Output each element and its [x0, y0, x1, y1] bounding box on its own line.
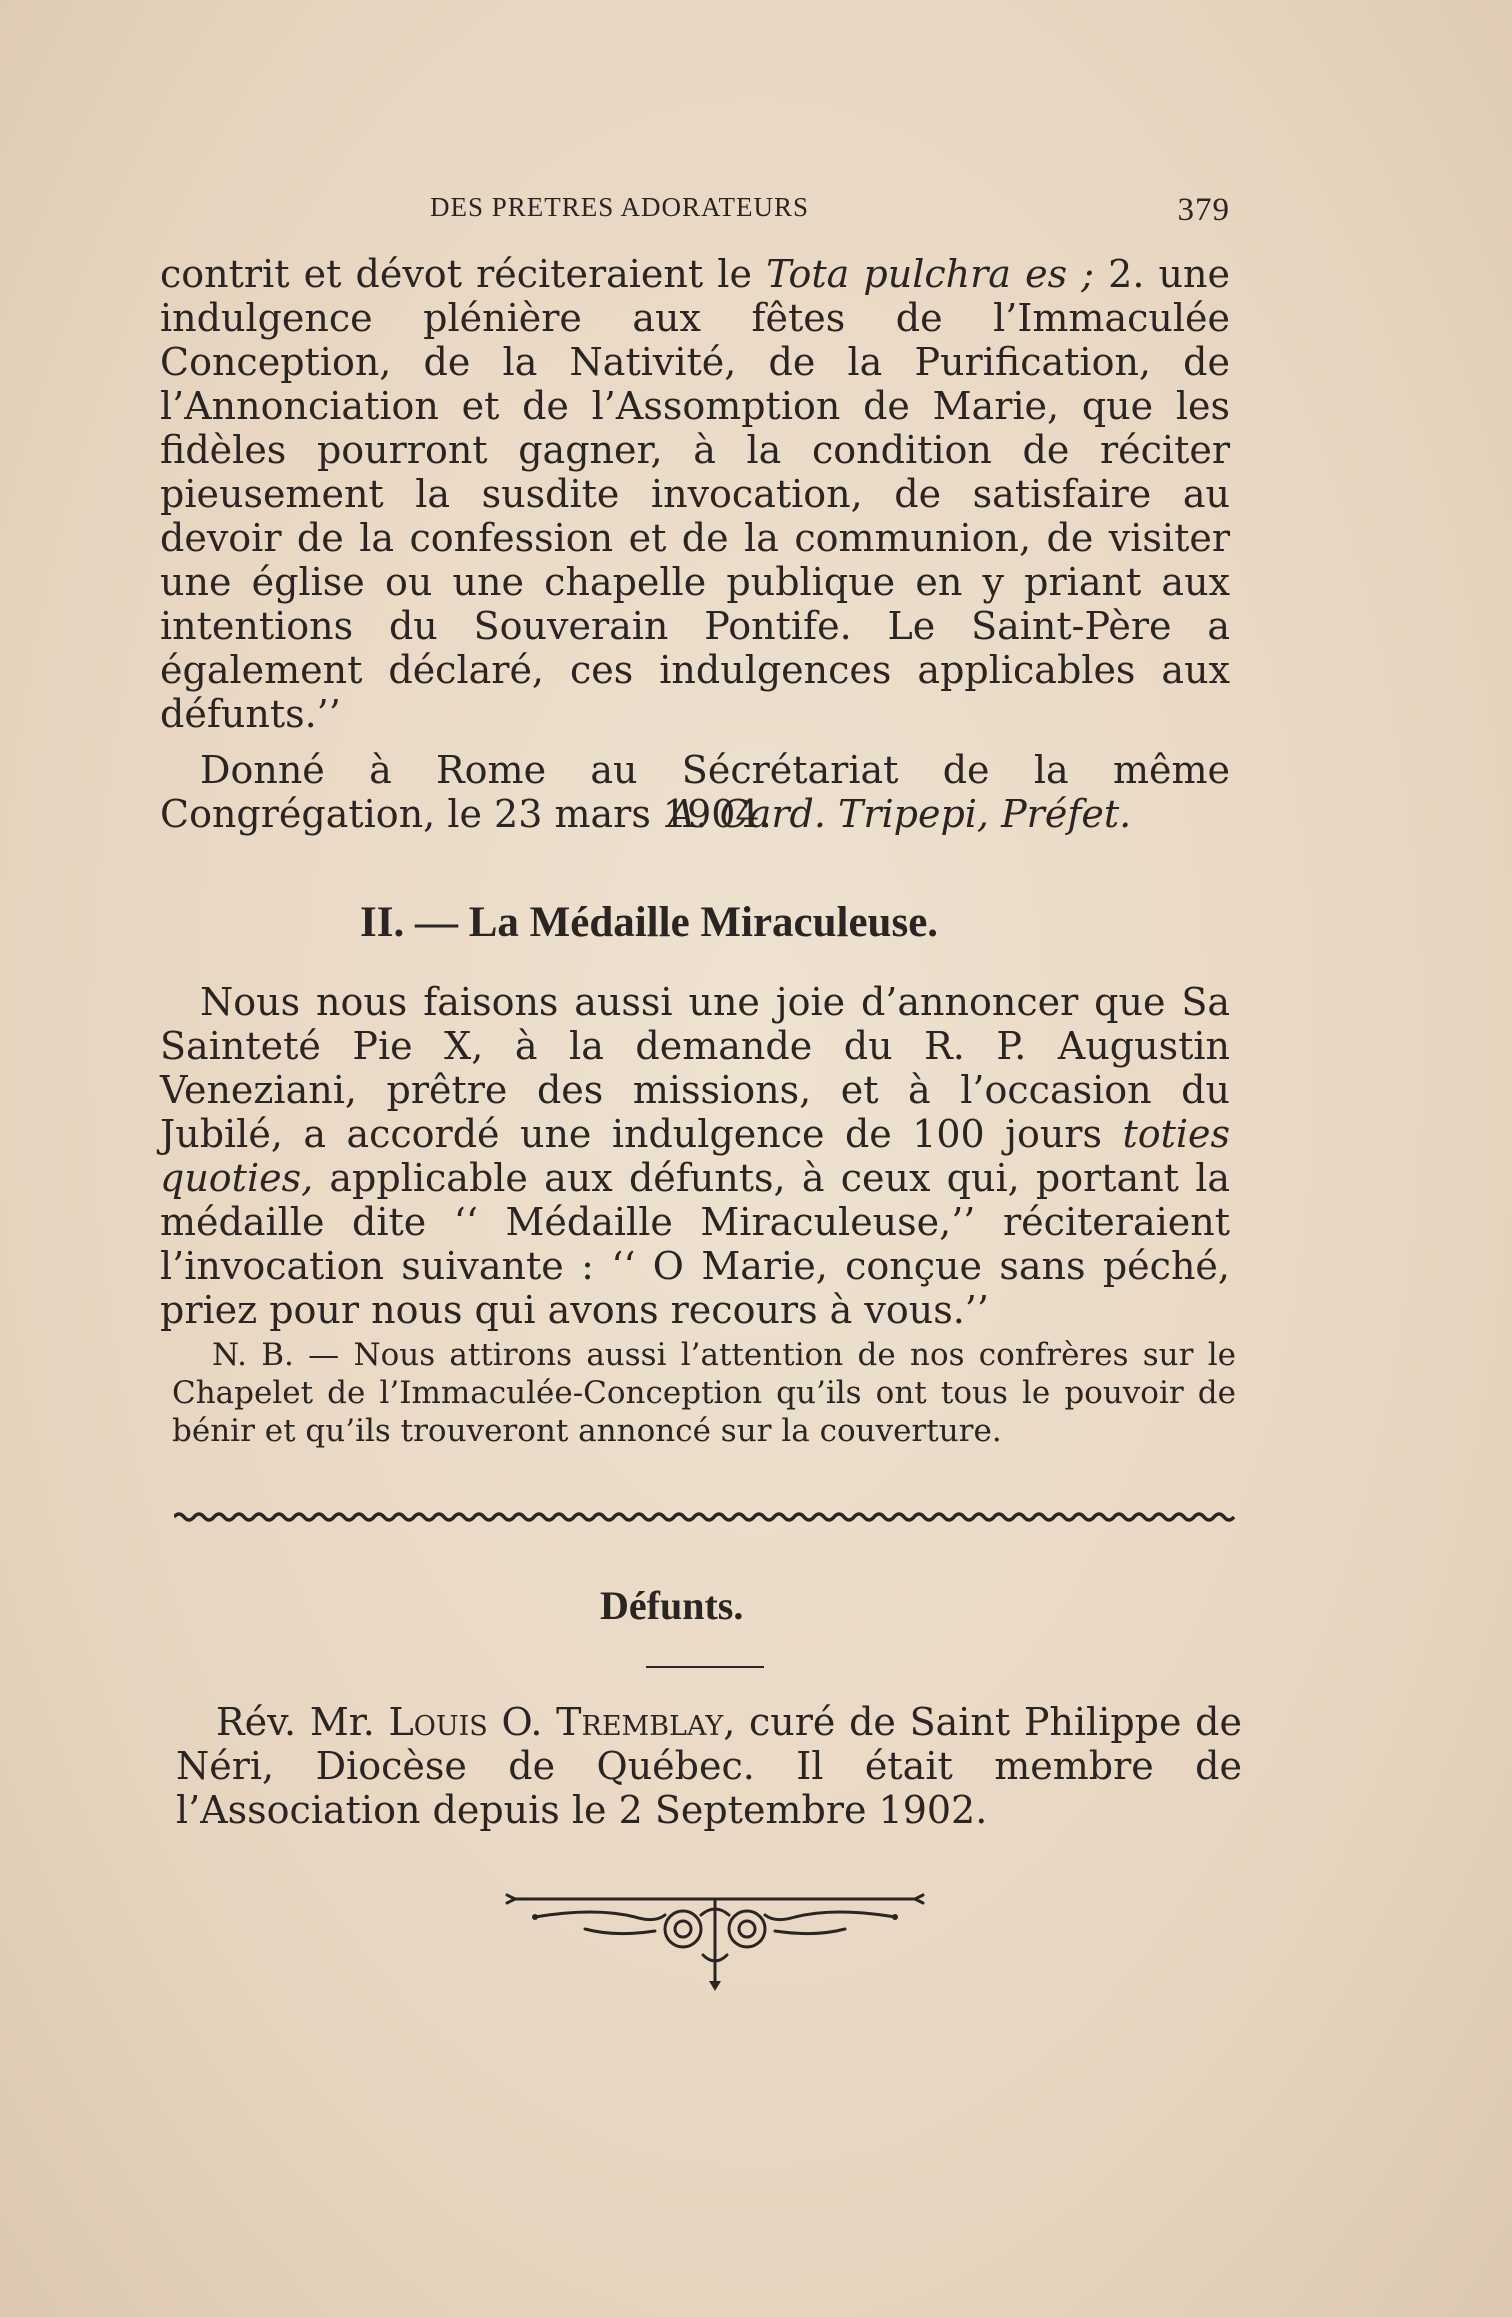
- wavy-divider: [174, 1510, 1239, 1524]
- section-title: II. — La Médaille Miraculeuse.: [360, 899, 939, 946]
- running-title: DES PRETRES ADORATEURS: [430, 192, 810, 222]
- decree-continuation: [160, 252, 1230, 836]
- medal-section: [160, 980, 1230, 1332]
- medal-paragraph: [160, 980, 1230, 1332]
- decree-signature: A. Card. Tripepi, Préfet.: [668, 792, 1132, 836]
- short-rule: [646, 1666, 764, 1668]
- decree-given: Donné à Rome au Sécrétariat de la même Congrégation, le 23 mars 1904.: [160, 748, 1230, 836]
- decree-text-start: contrit et dévot réciteraient le: [160, 252, 767, 296]
- obituary-entry: [176, 1700, 1242, 1832]
- medal-text-end: applicable aux défunts, à ceux qui, portant la médaille dite ‘‘ Médaille Miraculeuse,’’ réciteraient l’invocation suivante : ‘‘ O Marie, conçue sans péché, priez pour nous qui avons recours à vous.’’: [160, 1156, 1230, 1332]
- nota-bene: N. B. — Nous attirons aussi l’attention de nos confrères sur le Chapelet de l’Immaculée-Conception qu’ils ont tous le pouvoir de bénir et qu’ils trouveront annoncé sur la couverture.: [172, 1337, 1236, 1449]
- obituary-text: , curé de Saint Philippe de Néri, Diocèse de Québec. Il était membre de l’Association depuis le 2 Septembre 1902.: [176, 1700, 1242, 1832]
- obituary-name: Louis O. Tremblay: [388, 1700, 724, 1744]
- medal-text-start: Nous nous faisons aussi une joie d’annoncer que Sa Sainteté Pie X, à la demande du R. P. Augustin Veneziani, prêtre des missions, et à l’occasion du Jubilé, a accordé une indulgence de 100 jours: [160, 980, 1230, 1156]
- obituary-prefix: Rév. Mr.: [216, 1700, 389, 1744]
- tailpiece-ornament-icon: [505, 1885, 925, 1995]
- medal-latin: toties quoties,: [160, 1112, 1230, 1200]
- decree-paragraph: [160, 252, 1230, 736]
- page-number: 379: [1177, 192, 1230, 228]
- decree-text-end: 2. une indulgence plénière aux fêtes de l’Immaculée Conception, de la Nativité, de la Purification, de l’Annonciation et de l’Assomption de Marie, que les fidèles pourront gagner, à la condition de réciter pieusement la susdite invocation, de satisfaire au devoir de la confession et de la communion, de visiter une église ou une chapelle publique en y priant aux intentions du Souverain Pontife. Le Saint-Père a également déclaré, ces indulgences applicables aux défunts.’’: [160, 252, 1230, 736]
- decree-latin-title: Tota pulchra es ;: [766, 252, 1095, 296]
- obituary-title: Défunts.: [600, 1583, 744, 1628]
